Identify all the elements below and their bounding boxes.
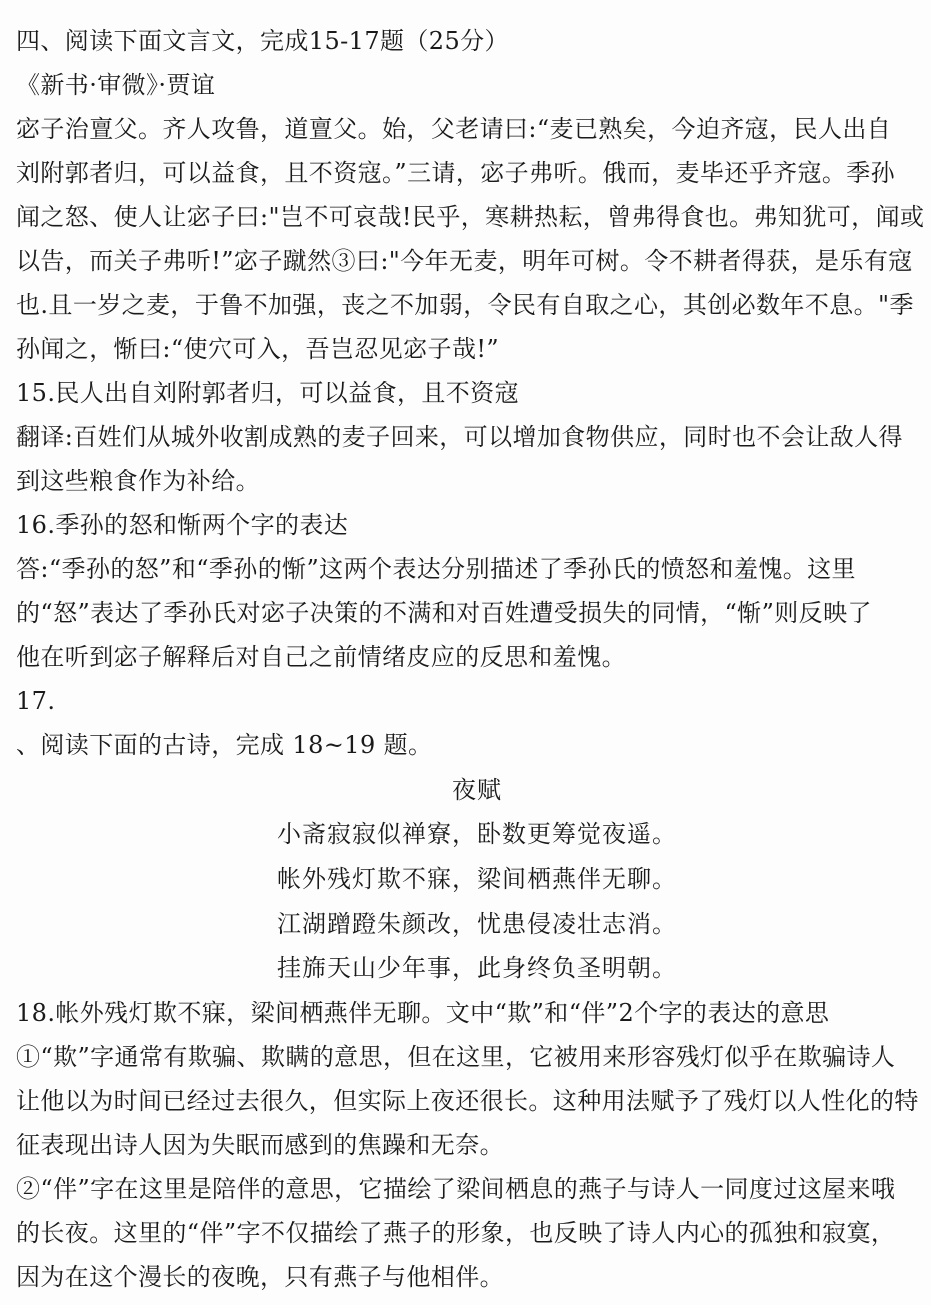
passage-line: 宓子治亶父。齐人攻鲁，道亶父。始，父老请曰:“麦已熟矣，今迫齐寇，民人出自 (16, 115, 892, 143)
section-heading: 四、阅读下面文言文，完成15-17题（25分） (16, 27, 509, 55)
question-18: 18.帐外残灯欺不寐，梁间栖燕伴无聊。文中“欺”和“伴”2个字的表达的意思 (16, 999, 830, 1027)
poem-line: 帐外残灯欺不寐，梁间栖燕伴无聊。 (277, 865, 677, 893)
answer-18-line: ①“欺”字通常有欺骗、欺瞒的意思，但在这里，它被用来形容残灯似乎在欺骗诗人 (16, 1043, 896, 1071)
poem-line: 小斋寂寂似禅寮，卧数更筹觉夜遥。 (277, 820, 677, 848)
question-17: 17. (16, 687, 56, 715)
passage-line: 刘附郭者归，可以益食，且不资寇。”三请，宓子弗听。俄而，麦毕还乎齐寇。季孙 (16, 159, 896, 187)
poem-section-heading: 、阅读下面的古诗，完成 18~19 题。 (16, 731, 433, 759)
answer-15-line: 翻译:百姓们从城外收割成熟的麦子回来，可以增加食物供应，同时也不会让敌人得 (16, 423, 903, 451)
passage-line: 闻之怒、使人让宓子曰:"岂不可哀哉!民乎，寒耕热耘，曾弗得食也。弗知犹可，闻或 (16, 203, 925, 231)
answer-18-line: 征表现出诗人因为失眠而感到的焦躁和无奈。 (16, 1131, 504, 1159)
passage-line: 孙闻之，惭曰:“使穴可入，吾岂忍见宓子哉!” (16, 335, 500, 363)
passage-line: 也.且一岁之麦，于鲁不加强，丧之不加弱，令民有自取之心，其创必数年不息。"季 (16, 291, 914, 319)
poem-line: 挂旆天山少年事，此身终负圣明朝。 (277, 954, 677, 982)
answer-16-line: 的“怒”表达了季孙氏对宓子决策的不满和对百姓遭受损失的同情，“惭”则反映了 (16, 599, 872, 627)
passage-line: 以告，而关子弗听!”宓子蹴然③曰:"今年无麦，明年可树。令不耕者得获，是乐有寇 (16, 247, 913, 275)
answer-16-line: 答:“季孙的怒”和“季孙的惭”这两个表达分别描述了季孙氏的愤怒和羞愧。这里 (16, 555, 856, 583)
question-15: 15.民人出自刘附郭者归，可以益食，且不资寇 (16, 379, 519, 407)
source-citation: 《新书·审微》·贾谊 (16, 71, 216, 99)
answer-18-line: 的长夜。这里的“伴”字不仅描绘了燕子的形象，也反映了诗人内心的孤独和寂寞， (16, 1219, 896, 1247)
answer-18-line: 让他以为时间已经过去很久，但实际上夜还很长。这种用法赋予了残灯以人性化的特 (16, 1087, 919, 1115)
answer-18-line: ②“伴”字在这里是陪伴的意思，它描绘了梁间栖息的燕子与诗人一同度过这屋来哦 (16, 1175, 896, 1203)
question-16: 16.季孙的怒和惭两个字的表达 (16, 511, 349, 539)
poem-line: 江湖蹭蹬朱颜改，忧患侵凌壮志消。 (277, 910, 677, 938)
answer-16-line: 他在听到宓子解释后对自己之前情绪皮应的反思和羞愧。 (16, 643, 626, 671)
answer-18-line: 因为在这个漫长的夜晚，只有燕子与他相伴。 (16, 1263, 504, 1291)
poem-title: 夜赋 (452, 776, 502, 804)
answer-15-line: 到这些粮食作为补给。 (16, 467, 260, 495)
